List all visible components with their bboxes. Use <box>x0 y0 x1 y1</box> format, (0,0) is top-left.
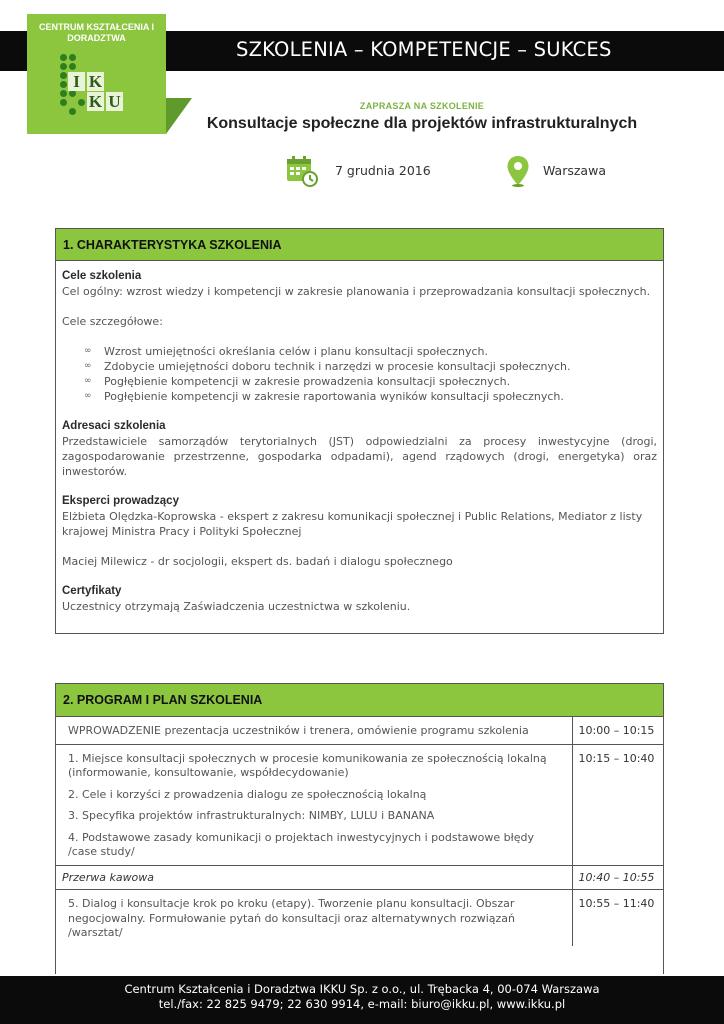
logo-letter-i: I <box>68 72 85 91</box>
goal-general: Cel ogólny: wzrost wiedzy i kompetencji w zakresie planowania i przeprowadzania konsultacji społecznych. <box>62 285 651 298</box>
table-row <box>56 717 663 745</box>
program-time: 10:40 – 10:55 <box>572 865 663 890</box>
expert-2: Maciej Milewicz - dr socjologii, ekspert ds. badań i dialogu społecznego <box>62 555 453 568</box>
table-row <box>56 744 663 865</box>
footer-address: Centrum Kształcenia i Doradztwa IKKU Sp. z o.o., ul. Trębacka 4, 00-074 Warszawa <box>124 982 600 996</box>
list-item: ∞ Wzrost umiejętności określania celów i planu konsultacji społecznych. <box>84 344 657 359</box>
program-time: 10:55 – 11:40 <box>572 890 663 946</box>
cert-heading: Certyfikaty <box>62 585 122 597</box>
map-pin-icon <box>506 155 530 187</box>
expert-1: Elżbieta Olędzka-Koprowska - ekspert z zakresu komunikacji społecznej i Public Relations, Mediator z listy krajowej Ministra Pracy i Polityki Społecznej <box>62 510 643 538</box>
list-item: ∞ Pogłębienie kompetencji w zakresie raportowania wyników konsultacji społecznych. <box>84 389 657 404</box>
logo-letter-k1: K <box>88 72 103 91</box>
experts-heading: Eksperci prowadzący <box>62 495 179 507</box>
program-item: 4. Podstawowe zasady komunikacji o projektach inwestycyjnych i podstawowe błędy /case study/ <box>68 830 535 858</box>
goals-list <box>84 344 657 404</box>
program-table <box>56 716 663 946</box>
audience-text: Przedstawiciele samorządów terytorialnych (JST) odpowiedzialni za procesy inwestycyjne (drogi, zagospodarowanie przestrzenne, gospodarka odpadami), agend rządowych (drogi, energetyka) oraz inwestorów. <box>62 435 657 478</box>
goals-heading: Cele szkolenia <box>62 270 142 282</box>
training-title: Konsultacje społeczne dla projektów infrastrukturalnych <box>206 115 638 132</box>
program-item: WPROWADZENIE prezentacja uczestników i trenera, omówienie programu szkolenia <box>68 724 529 737</box>
cert-text: Uczestnicy otrzymają Zaświadczenia uczestnictwa w szkoleniu. <box>62 600 411 613</box>
table-row <box>56 890 663 946</box>
program-item: 2. Cele i korzyści z prowadzenia dialogu ze społecznością lokalną <box>68 787 427 801</box>
slogan: SZKOLENIA – KOMPETENCJE – SUKCES <box>236 38 612 61</box>
event-location: Warszawa <box>543 163 606 178</box>
section-title: 1. CHARAKTERYSTYKA SZKOLENIA <box>56 229 663 261</box>
logo-title: CENTRUM KSZTAŁCENIA I DORADZTWA <box>39 22 154 43</box>
program-item: 3. Specyfika projektów infrastrukturalnych: NIMBY, LULU i BANANA <box>68 809 435 822</box>
program-item: 5. Dialog i konsultacje krok po kroku (etapy). Tworzenie planu konsultacji. Obszar negocjowalny. Formułowanie pytań do konsultacji oraz alternatywnych rozwiązań /warsztat/ <box>68 897 515 939</box>
event-date: 7 grudnia 2016 <box>335 163 431 178</box>
program-time: 10:15 – 10:40 <box>572 744 663 865</box>
program-item: 1. Miejsce konsultacji społecznych w procesie komunikowania ze społecznością lokalną (informowanie, konsultowanie, współdecydowanie) <box>68 751 547 779</box>
event-info <box>0 155 724 187</box>
logo-letter-k2: K <box>88 92 103 111</box>
program-item: Przerwa kawowa <box>62 870 155 884</box>
goals-specific-label: Cele szczegółowe: <box>62 315 163 328</box>
section-title: 2. PROGRAM I PLAN SZKOLENIA <box>56 684 663 716</box>
invite-label: ZAPRASZA NA SZKOLENIE <box>359 101 485 111</box>
calendar-icon <box>286 155 318 187</box>
footer-contact: tel./fax: 22 825 9479; 22 630 9914, e-mail: biuro@ikku.pl, www.ikku.pl <box>158 997 566 1011</box>
list-item: ∞ Zdobycie umiejętności doboru technik i narzędzi w procesie konsultacji społecznych. <box>84 359 657 374</box>
section-characteristics <box>55 228 664 634</box>
table-row <box>56 865 663 890</box>
footer <box>0 976 724 1024</box>
section-program <box>55 683 664 974</box>
program-time: 10:00 – 10:15 <box>572 717 663 745</box>
list-item: ∞ Pogłębienie kompetencji w zakresie prowadzenia konsultacji społecznych. <box>84 374 657 389</box>
logo-letter-u: U <box>106 92 123 111</box>
audience-heading: Adresaci szkolenia <box>62 420 166 432</box>
